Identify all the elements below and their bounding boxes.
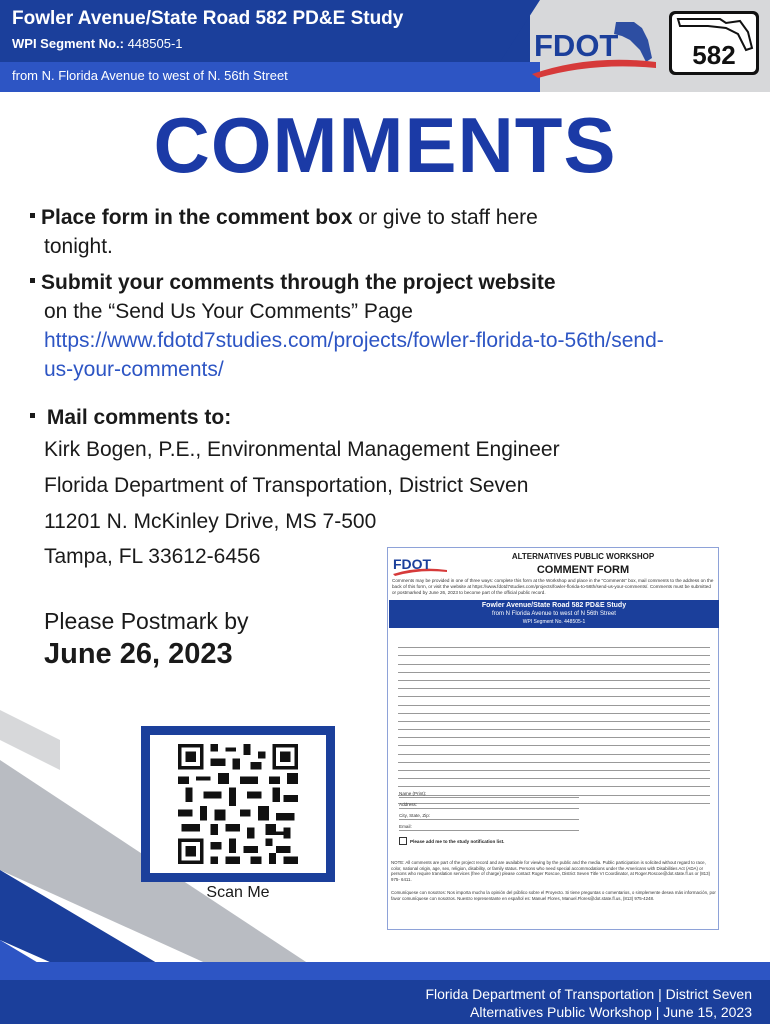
wpi-value: 448505-1 — [127, 36, 183, 51]
form-spanish-notice: Comuníquese con nosotros: Nos importa mucho la opinión del público sobre el Proyecto. Si tiene preguntas o comentarios, o simplemente desea más información, por favor comuníquese con nosotros. Nuestro representante en español es: Manuel Flores, Manuel.Flores@dot.state.fl.us, (813) 975-4248. — [391, 890, 716, 901]
instruction-website — [30, 268, 680, 384]
shield-number: 582 — [692, 40, 736, 70]
comment-form-thumbnail — [387, 547, 719, 930]
instruction-comment-box-line2: tonight. — [44, 235, 113, 258]
instruction-comment-box-strong: Place form in the comment box — [41, 206, 353, 229]
footer-agency: Florida Department of Transportation | District Seven — [425, 986, 752, 1002]
instruction-comment-box — [30, 203, 650, 261]
instruction-comment-box-rest: or give to staff here — [352, 206, 538, 229]
instruction-website-strong: Submit your comments through the project website — [41, 271, 556, 294]
wpi-label: WPI Segment No.: — [12, 36, 124, 51]
address-line-city: Tampa, FL 33612-6456 — [44, 545, 261, 568]
form-heading-workshop: ALTERNATIVES PUBLIC WORKSHOP — [511, 552, 655, 561]
qr-code[interactable] — [172, 744, 304, 864]
form-field-name: Name (Print): — [399, 791, 579, 798]
bullet-square — [30, 213, 35, 218]
address-line-name: Kirk Bogen, P.E., Environmental Management Engineer — [44, 438, 560, 461]
footer-accent-band — [0, 962, 770, 980]
project-limits: from N. Florida Avenue to west of N. 56th Street — [12, 68, 288, 83]
study-title: Fowler Avenue/State Road 582 PD&E Study — [12, 8, 404, 29]
postmark-label: Please Postmark by — [44, 608, 249, 634]
form-field-email: Email: — [399, 824, 579, 831]
form-comment-lines — [398, 640, 710, 804]
comments-website-link[interactable]: https://www.fdotd7studies.com/projects/fowler-florida-to-56th/send-us-your-comments/ — [44, 329, 664, 381]
form-logo-text: FDOT — [393, 556, 432, 572]
fdot-logo — [530, 18, 658, 80]
form-project-limits: from N Florida Avenue to west of N 56th Street — [492, 611, 616, 617]
bullet-square — [30, 413, 35, 418]
form-field-address: Address: — [399, 802, 579, 809]
page-title: COMMENTS — [153, 101, 617, 189]
form-fdot-logo — [392, 554, 448, 576]
form-notify-label: Please add me to the study notification list. — [410, 839, 505, 844]
fdot-logo-text: FDOT — [534, 28, 619, 63]
instruction-website-line2: on the “Send Us Your Comments” Page — [44, 300, 413, 323]
form-heading-comment: COMMENT FORM — [536, 564, 630, 576]
footer-event: Alternatives Public Workshop | June 15, 2023 — [470, 1004, 752, 1020]
form-notify-checkbox — [399, 837, 407, 845]
form-field-city: City, State, Zip: — [399, 813, 579, 820]
qr-caption: Scan Me — [206, 884, 270, 901]
instruction-mail-strong: Mail comments to: — [46, 406, 232, 429]
form-instructions: Comments may be provided in one of three ways: complete this form at the Workshop and place in the “Comments” box, mail comments to the address on the back of this form, or visit the website at https://www.fdotd7studies.com/projects/fowler-florida-to-56th/send-us-your-comments/. Comments must be submitted or postmarked by June 26, 2023 to become part of the official public record. — [392, 578, 714, 595]
form-project-title: Fowler Avenue/State Road 582 PD&E Study — [481, 602, 627, 609]
form-project-wpi: WPI Segment No. 448505-1 — [522, 619, 586, 625]
postmark-date: June 26, 2023 — [44, 638, 233, 670]
form-ada-notice: NOTE: All comments are part of the project record and are available for viewing by the public and the media. Public participation is solicited without regard to race, color, national origin, age, sex, religion, disability, or family status. Persons who need special accommodations under the Americans with Disabilities Act (ADA) or persons who require translation services (free of charge) please contact Roger Roscoe, District Seven Title VI Coordinator, at Roger.Roscoe@dot.state.fl.us or (813) 975- 6411. — [391, 860, 711, 882]
instruction-mail — [30, 403, 680, 432]
address-line-street: 11201 N. McKinley Drive, MS 7-500 — [44, 510, 377, 533]
address-line-agency: Florida Department of Transportation, District Seven — [44, 474, 529, 497]
wpi-segment — [12, 36, 183, 51]
bullet-square — [30, 278, 35, 283]
sr-582-shield — [668, 10, 760, 76]
